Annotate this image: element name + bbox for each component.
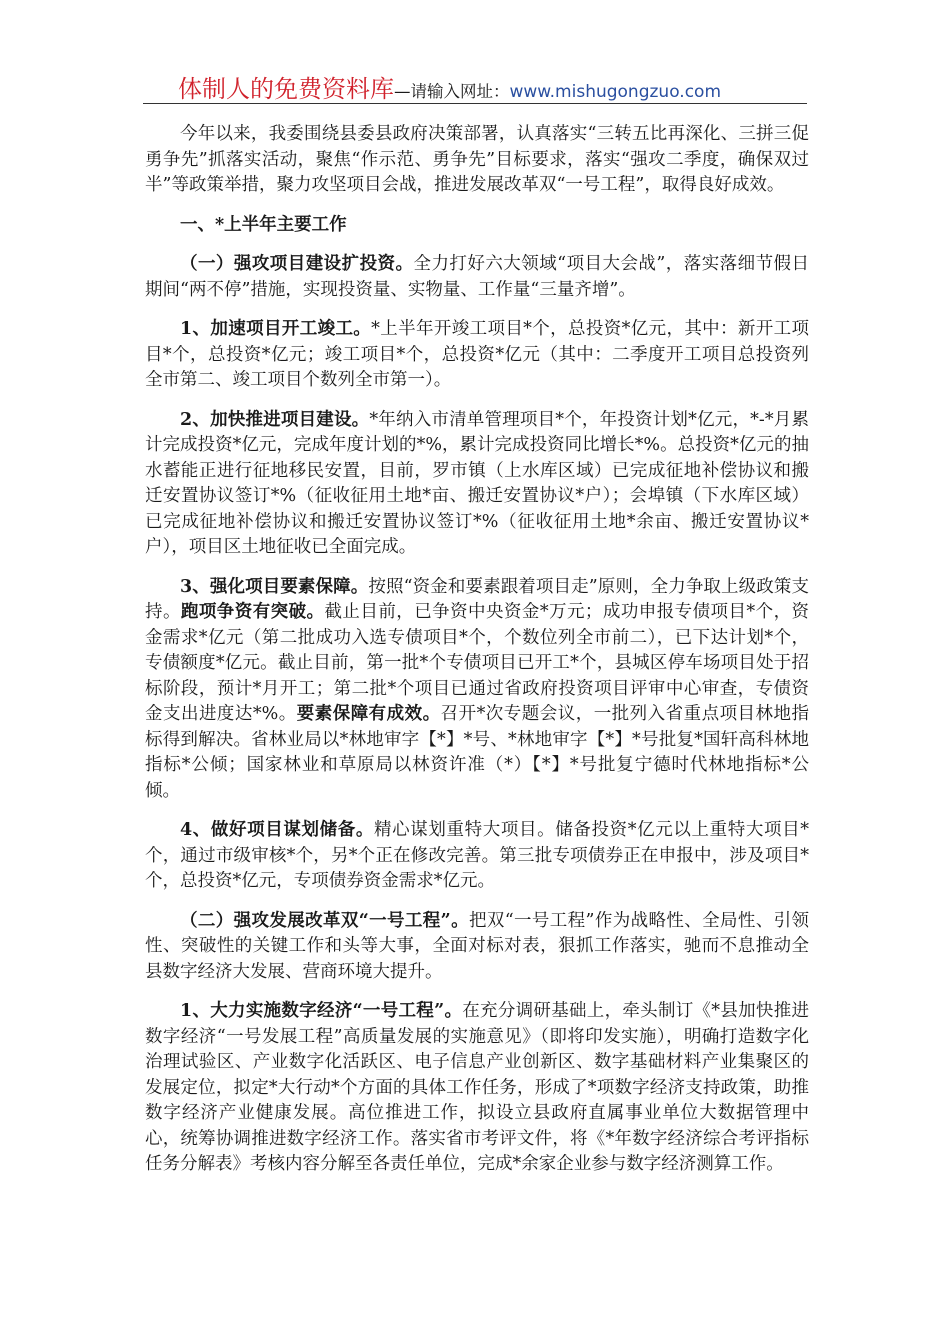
- item-3-paragraph: [145, 575, 809, 805]
- section-heading: 一、*上半年主要工作: [180, 214, 347, 235]
- sub-item-1-paragraph: [145, 999, 809, 1178]
- item-4-paragraph: [145, 818, 809, 895]
- item-1-text: *上半年开竣工项目*个，总投资*亿元，其中：新开工项目*个，总投资*亿元；竣工项目*个，总投资*亿元（其中：二季度开工项目总投资列全市第二、竣工项目个数列全市第一）。: [145, 319, 809, 390]
- item-3-bold-2: 跑项争资有突破。: [180, 602, 325, 622]
- subsection-1-title: （一）强攻项目建设扩投资。: [180, 254, 414, 274]
- subsection-1-paragraph: [145, 252, 809, 303]
- item-2-title: 2、加快推进项目建设。: [180, 409, 370, 430]
- item-3-title: 3、强化项目要素保障。: [180, 576, 369, 597]
- item-3-text-2: 截止目前，已争资中央资金*万元；成功申报专债项目*个，资金需求*亿元（第二批成功入选专债项目*个，个数位列全市前二），已下达计划*个，专债额度*亿元。截止目前，第一批*个专债项目已开工*个，县城区停车场项目处于招标阶段，预计*月开工；第二批*个项目已通过省政府投资项目评审中心审查，专债资金支出进度达*%。: [145, 602, 810, 724]
- item-3-bold-3: 要素保障有成效。: [296, 704, 441, 724]
- subsection-2-title: （二）强攻发展改革双“一号工程”。: [180, 910, 469, 931]
- item-1-title: 1、加速项目开工竣工。: [180, 319, 372, 339]
- item-4-text: 精心谋划重特大项目。储备投资*亿元以上重特大项目*个，通过市级审核*个，另*个正在修改完善。第三批专项债券正在申报中，涉及项目*个，总投资*亿元，专项债券资金需求*亿元。: [145, 820, 809, 891]
- sub-item-1-title: 1、大力实施数字经济“一号工程”。: [180, 1001, 463, 1021]
- subsection-2-text: 把双“一号工程”作为战略性、全局性、引领性、突破性的关键工作和头等大事，全面对标对表，狠抓工作落实，驰而不息推动全县数字经济大发展、营商环境大提升。: [145, 910, 809, 982]
- subsection-1-text: 全力打好六大领域“项目大会战”，落实落细节假日期间“两不停”措施，实现投资量、实物量、工作量“三量齐增”。: [145, 254, 809, 300]
- subsection-2-paragraph: [145, 909, 809, 986]
- item-3-text-3: 召开*次专题会议，一批列入省重点项目林地指标得到解决。省林业局以*林地审字【*】*号、*林地审字【*】*号批复*国轩高科林地指标*公倾；国家林业和草原局以林资许准（*）【*】*号批复宁德时代林地指标*公倾。: [145, 704, 810, 801]
- document-body: [145, 122, 809, 1192]
- header-prompt: —请输入网址：: [394, 82, 510, 101]
- item-2-paragraph: [145, 408, 809, 561]
- sub-item-1-text: 在充分调研基础上，牵头制订《*县加快推进数字经济“一号发展工程”高质量发展的实施意见》（即将印发实施），明确打造数字化治理试验区、产业数字化活跃区、电子信息产业创新区、数字基础材料产业集聚区的发展定位，拟定*大行动*个方面的具体工作任务，形成了*项数字经济支持政策，助推数字经济产业健康发展。高位推进工作，拟设立县政府直属事业单位大数据管理中心，统筹协调推进数字经济工作。落实省市考评文件，将《*年数字经济综合考评指标任务分解表》考核内容分解至各责任单位，完成*余家企业参与数字经济测算工作。: [145, 1001, 810, 1174]
- item-2-text: *年纳入市清单管理项目*个，年投资计划*亿元，*-*月累计完成投资*亿元，完成年度计划的*%，累计完成投资同比增长*%。总投资*亿元的抽水蓄能正进行征地移民安置，目前，罗市镇（上水库区域）已完成征地补偿协议和搬迁安置协议签订*%（征收征用土地*亩、搬迁安置协议*户）；会埠镇（下水库区域）已完成征地补偿协议和搬迁安置协议签订*%（征收征用土地*余亩、搬迁安置协议*户），项目区土地征收已全面完成。: [145, 409, 809, 557]
- header-url-link[interactable]: www.mishugongzuo.com: [509, 82, 722, 102]
- item-4-title: 4、做好项目谋划储备。: [180, 820, 375, 840]
- item-1-paragraph: [145, 317, 809, 394]
- header-brand: 体制人的免费资料库: [178, 75, 394, 103]
- item-3-text-1: 按照“资金和要素跟着项目走”原则，全力争取上级政策支持。: [145, 576, 809, 622]
- intro-paragraph: 今年以来，我委围绕县委县政府决策部署，认真落实“三转五比再深化、三拼三促勇争先”抓落实活动，聚焦“作示范、勇争先”目标要求，落实“强攻二季度，确保双过半”等政策举措，聚力攻坚项目会战，推进发展改革双“一号工程”，取得良好成效。: [145, 124, 809, 195]
- header-divider: [143, 103, 807, 104]
